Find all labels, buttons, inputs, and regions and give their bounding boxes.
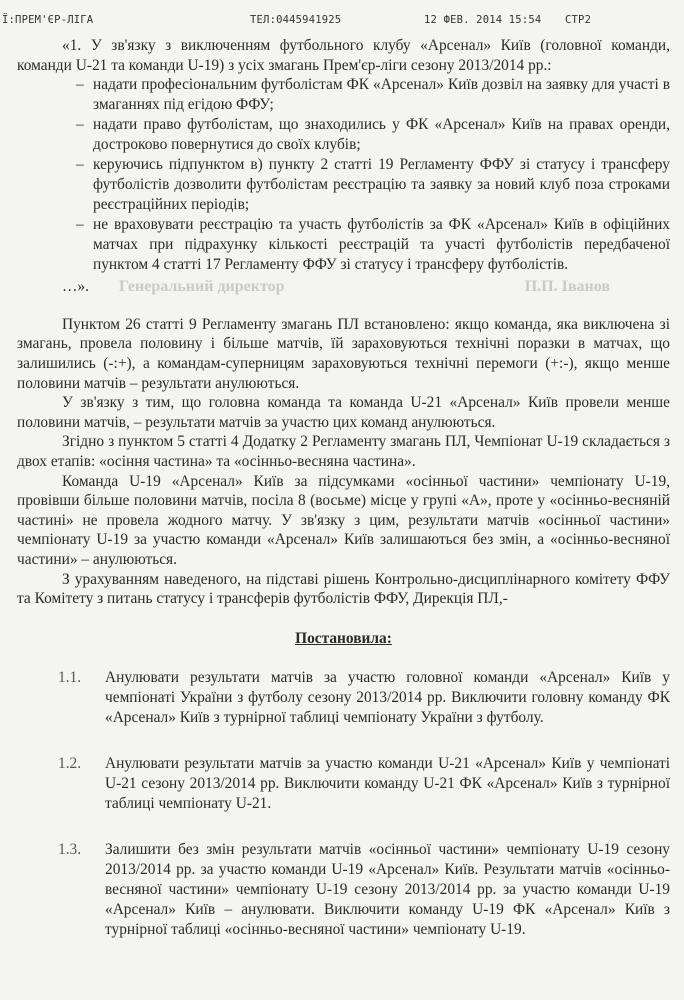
resolution-title: Постановила: xyxy=(295,629,392,647)
fax-datetime: 12 ФЕВ. 2014 15:54 xyxy=(424,14,542,26)
fax-page: СТР2 xyxy=(565,14,592,26)
fax-header xyxy=(0,0,684,30)
paragraph xyxy=(17,472,670,570)
bullet-item xyxy=(76,215,670,275)
quote-intro xyxy=(17,36,670,75)
paragraph xyxy=(17,570,670,609)
fax-phone: ТЕЛ:0445941925 xyxy=(250,14,342,26)
dash: – xyxy=(76,156,84,174)
bullet-text: керуючись підпунктом в) пункту 2 статті 19 Регламенту ФФУ зі статусу і трансферу футболістів дозволити футболістам реєстрацію та заявку за новий клуб поза строками реєстраційних періодів; xyxy=(93,156,670,214)
paragraph xyxy=(17,315,670,393)
paragraph-text: У зв'язку з тим, що головна команда та команда U-21 «Арсенал» Київ провели менше половини матчів, – результати матчів за участю цих команд анулюються. xyxy=(17,394,670,431)
document-body xyxy=(0,30,684,940)
paragraph-text: Пунктом 26 статті 9 Регламенту змагань ПЛ встановлено: якщо команда, яка виключена зі змагань, провела половину і більше матчів, їй зараховуються технічні поразки в матчах, що залишились (-:+), а командам-суперницям зараховуються технічні перемоги (+:-), якщо менше половини матчів – результати анулюються. xyxy=(17,315,670,392)
dash: – xyxy=(76,76,84,94)
bullet-item xyxy=(76,155,670,215)
bleed-through-signatory-name: П.П. Іванов xyxy=(524,278,610,296)
quote-intro-text: «1. У зв'язку з виключенням футбольного клубу «Арсенал» Київ (головної команди, команди U-21 та команди U-19) з усіх змагань Прем'єр-ліги сезону 2013/2014 рр.: xyxy=(17,37,670,74)
bullet-text: надати право футболістам, що знаходились у ФК «Арсенал» Київ на правах оренди, достроково повернутися до своїх клубів; xyxy=(93,116,670,154)
bullet-text: надати професіональним футболістам ФК «Арсенал» Київ дозвіл на заявку для участі в змаганнях під егідою ФФУ; xyxy=(93,76,670,114)
resolution-item-number: 1.3. xyxy=(58,841,82,859)
paragraph-text: З урахуванням наведеного, на підставі рішень Контрольно-дисциплінарного комітету ФФУ та Комітету з питань статусу і трансферів футболістів ФФУ, Дирекція ПЛ,- xyxy=(17,570,670,608)
resolution-item-text: Анулювати результати матчів за участю головної команди «Арсенал» Київ у чемпіонаті України з футболу сезону 2013/2014 рр. Виключити головну команду ФК «Арсенал» Київ з турнірної таблиці чемпіонату України з футболу. xyxy=(105,669,670,727)
bleed-through-signatory-title: Генеральний директор xyxy=(118,278,285,296)
quote-closing: …». xyxy=(62,278,89,296)
paragraph xyxy=(17,432,670,471)
dash: – xyxy=(76,116,84,134)
resolution-item xyxy=(58,668,670,728)
paragraph-text: Команда U-19 «Арсенал» Київ за підсумками «осінньої частини» чемпіонату U-19, провівши більше половини матчів, посіла 8 (восьме) місце у групі «А», проте у «осінньо-весняній частині» не провела жодного матчу. У зв'язку з цим, результати матчів «осінньої частини» чемпіонату U-19 за участю команди «Арсенал» Київ залишаються без змін, а «осінньо-весняної частини» – анулюються. xyxy=(17,472,670,568)
bullet-text: не враховувати реєстрацію та участь футболістів за ФК «Арсенал» Київ в офіційних матчах при підрахунку кількості реєстрацій та участі футболістів передбаченої пунктом 4 статті 17 Регламенту ФФУ зі статусу і трансферу футболістів. xyxy=(93,216,670,274)
bullet-item xyxy=(76,115,670,155)
quote-closing-row xyxy=(62,277,670,297)
resolution-item xyxy=(58,754,670,814)
quote-bullets xyxy=(76,75,670,275)
paragraph-text: Згідно з пунктом 5 статті 4 Додатку 2 Регламенту змагань ПЛ, Чемпіонат U-19 складається з двох етапів: «осіння частина» та «осінньо-весняна частина». xyxy=(17,433,670,470)
resolution-item-text: Залишити без змін результати матчів «осінньої частини» чемпіонату U-19 сезону 2013/2014 рр. за участю команди U-19 «Арсенал» Київ. Результати матчів «осінньо-весняної частини» чемпіонату U-19 сезону 2013/2014 рр. за участю команди U-19 «Арсенал» Київ – анулювати. Виключити команду U-19 ФК «Арсенал» Київ з турнірної таблиці «осінньо-весняної частини» чемпіонату U-19. xyxy=(105,841,670,939)
dash: – xyxy=(76,216,84,234)
resolution-item-text: Анулювати результати матчів за участю команди U-21 «Арсенал» Київ у чемпіонаті U-21 сезону 2013/2014 рр. Виключити команду U-21 ФК «Арсенал» Київ з турнірної таблиці чемпіонату U-21. xyxy=(105,755,670,813)
fax-sender: Ї:ПРЕМ'ЄР-ЛІГА xyxy=(2,14,94,26)
resolution-item-number: 1.2. xyxy=(58,755,82,773)
resolution-item xyxy=(58,840,670,940)
paragraph xyxy=(17,393,670,432)
resolution-item-number: 1.1. xyxy=(58,669,82,687)
bullet-item xyxy=(76,75,670,115)
